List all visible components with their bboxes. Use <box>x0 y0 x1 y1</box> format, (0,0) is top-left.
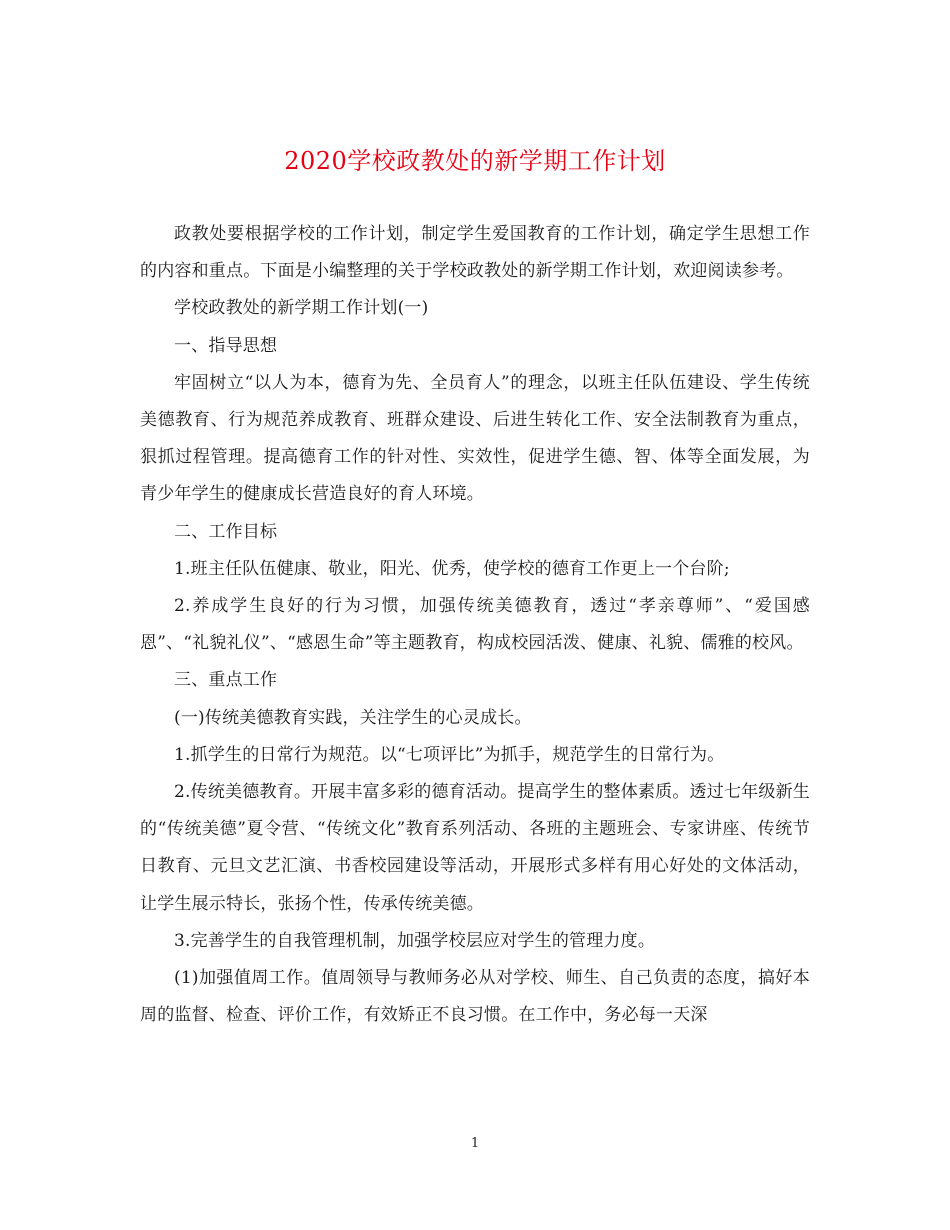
key-work-item-1: 1.抓学生的日常行为规范。以“七项评比”为抓手，规范学生的日常行为。 <box>174 744 725 765</box>
page-number: 1 <box>470 1136 480 1151</box>
goal-item-1: 1.班主任队伍健康、敬业，阳光、优秀，使学校的德育工作更上一个台阶; <box>174 558 730 579</box>
section-heading-plan-one: 学校政教处的新学期工作计划(一) <box>174 298 429 319</box>
intro-paragraph: 政教处要根据学校的工作计划，制定学生爱国教育的工作计划，确定学生思想工作的内容和重点。下面是小编整理的关于学校政教处的新学期工作计划，欢迎阅读参考。 <box>140 224 810 282</box>
guiding-thought-paragraph: 牢固树立“以人为本，德育为先、全员育人”的理念，以班主任队伍建设、学生传统美德教育、行为规范养成教育、班群众建设、后进生转化工作、安全法制教育为重点，狠抓过程管理。提高德育工作的针对性、实效性，促进学生德、智、体等全面发展，为青少年学生的健康成长营造良好的育人环境。 <box>140 372 810 505</box>
key-work-subitem-1: (1)加强值周工作。值周领导与教师务必从对学校、师生、自己负责的态度，搞好本周的监督、检查、评价工作，有效矫正不良习惯。在工作中，务必每一天深 <box>140 968 810 1026</box>
document-body <box>140 216 810 1034</box>
key-work-item-2: 2.传统美德教育。开展丰富多彩的德育活动。提高学生的整体素质。透过七年级新生的“传统美德”夏令营、“传统文化”教育系列活动、各班的主题班会、专家讲座、传统节日教育、元旦文艺汇演、书香校园建设等活动，开展形式多样有用心好处的文体活动，让学生展示特长，张扬个性，传承传统美德。 <box>140 782 810 914</box>
key-work-subheading-1: (一)传统美德教育实践，关注学生的心灵成长。 <box>174 707 532 728</box>
document-title: 2020学校政教处的新学期工作计划 <box>284 147 666 175</box>
heading-work-goals: 二、工作目标 <box>174 521 278 542</box>
heading-guiding-thought: 一、指导思想 <box>174 335 278 356</box>
key-work-item-3: 3.完善学生的自我管理机制，加强学校层应对学生的管理力度。 <box>174 930 656 951</box>
goal-item-2: 2.养成学生良好的行为习惯，加强传统美德教育，透过“孝亲尊师”、“爱国感恩”、“礼貌礼仪”、“感恩生命”等主题教育，构成校园活泼、健康、礼貌、儒雅的校风。 <box>140 596 810 654</box>
heading-key-work: 三、重点工作 <box>174 670 278 691</box>
